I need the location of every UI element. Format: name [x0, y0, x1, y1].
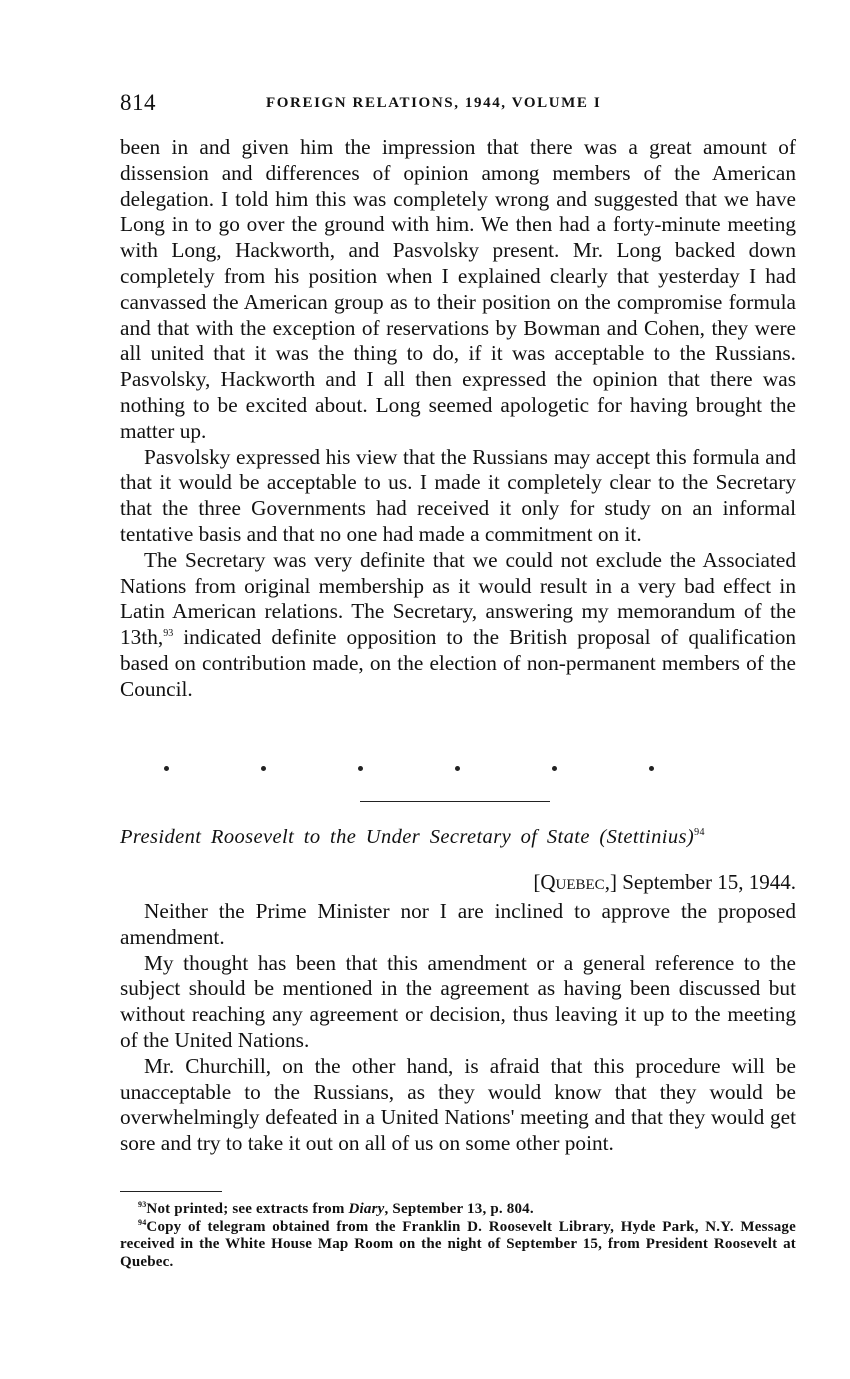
- footnote-93: [120, 1201, 796, 1219]
- section-divider: [360, 801, 550, 802]
- letter-paragraph-3: Mr. Churchill, on the other hand, is afraid that this procedure will be unacceptable to the Russians, as they would know that they would be overwhelmingly defeated in a United Nations' meeting and that they would get sore and try to take it out on all of us on some other point.: [120, 1053, 796, 1156]
- letter-paragraph-2: My thought has been that this amendment or a general reference to the subject should be mentioned in the agreement as having been discussed but without reaching any agreement or decision, thus leaving it up to the meeting of the United Nations.: [120, 950, 796, 1052]
- footnote-ref-94: 94: [694, 827, 705, 839]
- running-head: FOREIGN RELATIONS, 1944, VOLUME I: [266, 95, 602, 111]
- footnote-ref-93: 93: [163, 628, 174, 640]
- diary-paragraph-2: Pasvolsky expressed his view that the Russians may accept this formula and that it would be acceptable to us. I made it completely clear to the Secretary that the three Governments had received it only for study on an informal tentative basis and that no one had made a commitment on it.: [120, 444, 796, 546]
- diary-paragraph-3: [120, 548, 796, 703]
- page-number: 814: [120, 90, 156, 115]
- footnote-94: [120, 1219, 796, 1272]
- diary-text: [120, 135, 796, 703]
- ellipsis-dot: [358, 766, 363, 771]
- letter-paragraph-1: Neither the Prime Minister nor I are inclined to approve the proposed amendment.: [120, 899, 796, 949]
- diary-paragraph-1: been in and given him the impression that there was a great amount of dissension and differences of opinion among members of the American delegation. I told him this was completely wrong and suggested that we have Long in to go over the ground with him. We then had a forty-minute meeting with Long, Hackworth, and Pasvolsky present. Mr. Long backed down completely from his position when I explained clearly that yesterday I had canvassed the American group as to their position on the compromise formula and that with the exception of reservations by Bowman and Cohen, they were all united that it was the thing to do, if it was acceptable to the Russians. Pasvolsky, Hackworth and I all then expressed the opinion that there was nothing to be excited about. Long seemed apologetic for having brought the matter up.: [120, 135, 796, 443]
- ellipsis-dot: [649, 766, 654, 771]
- footnote-text-end: , September 13, p. 804.: [384, 1201, 534, 1217]
- ellipsis-dot: [552, 766, 557, 771]
- footnote-text: Not printed; see extracts from: [146, 1201, 349, 1217]
- page-header: [120, 90, 796, 120]
- document-heading: [120, 826, 796, 849]
- diary-paragraph-3-text-a: The Secretary was very definite that we could not exclude the Associated Nations from original membership as it would result in a very bad effect in Latin American relations. The Secretary, answering my memorandum of the 13th,: [120, 547, 796, 650]
- dateline: [Quebec,] September 15, 1944.: [533, 870, 796, 894]
- ellipsis-dot: [261, 766, 266, 771]
- dateline-place: Quebec: [540, 870, 605, 894]
- footnote-divider: [120, 1191, 222, 1192]
- omission-ellipsis: [160, 766, 760, 786]
- footnote-number: 93: [138, 1200, 147, 1209]
- footnote-number: 94: [138, 1217, 147, 1227]
- dateline-date: September 15, 1944.: [622, 870, 796, 894]
- ellipsis-dot: [455, 766, 460, 771]
- letter-text: [120, 899, 796, 1157]
- document-heading-text: President Roosevelt to the Under Secretary of State (Stettinius): [120, 826, 695, 848]
- footnote-emphasis: Diary: [348, 1201, 385, 1217]
- footnote-text: Copy of telegram obtained from the Franklin D. Roosevelt Library, Hyde Park, N.Y. Message received in the White House Map Room on the night of September 15, from President Roosevelt at Quebec.: [120, 1218, 796, 1270]
- ellipsis-dot: [164, 766, 169, 771]
- diary-paragraph-3-text-b: indicated definite opposition to the British proposal of qualification based on contribution made, on the election of non-permanent members of the Council.: [120, 625, 796, 701]
- footnotes: [120, 1201, 796, 1271]
